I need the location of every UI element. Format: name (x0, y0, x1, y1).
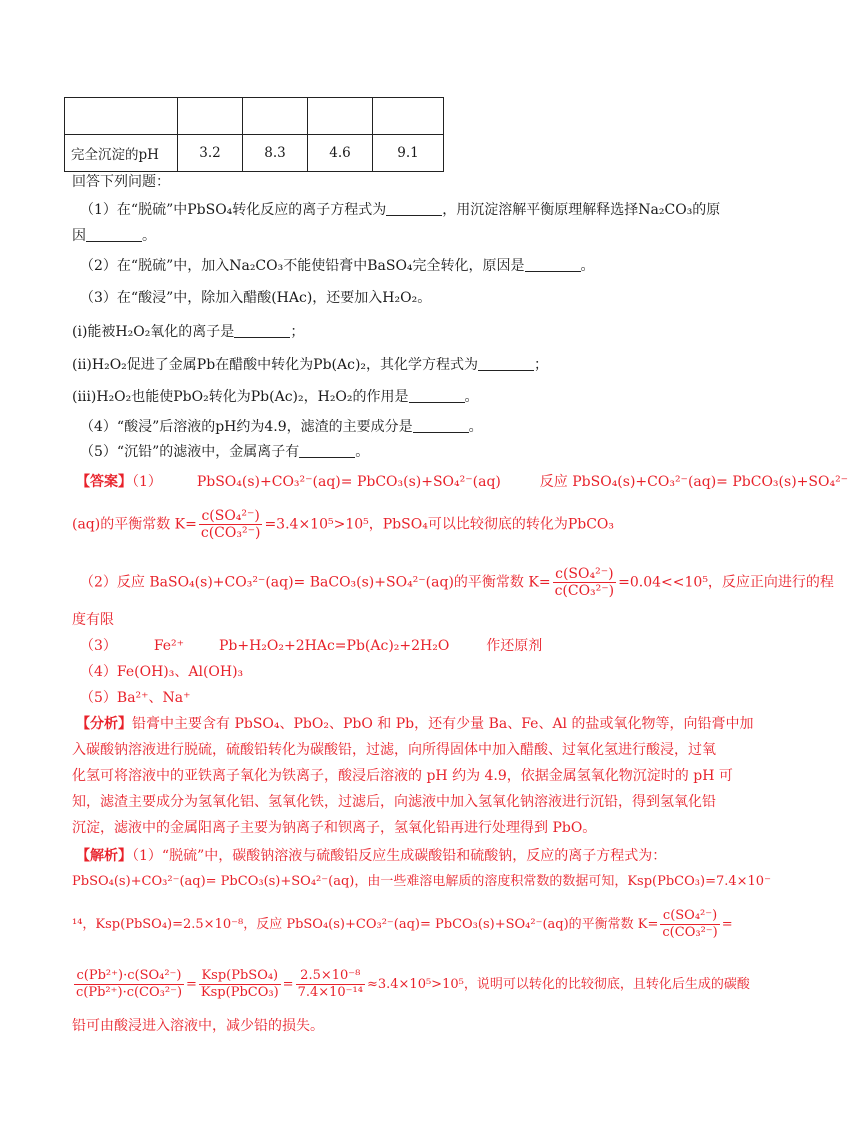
answer-blank (386, 201, 442, 216)
fraction (660, 908, 719, 941)
answer-2-cont: 度有限 (72, 612, 114, 628)
fraction (553, 566, 617, 599)
prompt: 回答下列问题： (72, 174, 170, 190)
question-5 (80, 442, 369, 462)
ph-value-1: 3.2 (178, 135, 243, 172)
answer-blank (234, 323, 290, 338)
question-3-iii (72, 387, 479, 407)
fraction (74, 968, 184, 1001)
answer-tag: 【答案】 (76, 474, 132, 490)
text: c(CO₃²⁻) (662, 925, 718, 940)
text: PbSO₄(s)+CO₃²⁻(aq)= PbCO₃(s)+SO₄²⁻(aq) (196, 474, 501, 490)
answer-blank (413, 418, 469, 433)
question-4 (80, 417, 483, 437)
text: = (186, 977, 197, 992)
answer-blank (525, 257, 581, 272)
answer-5: （5）Ba²⁺、Na⁺ (80, 690, 191, 706)
text: （2）在“脱硫”中，加入Na₂CO₃不能使铅膏中BaSO₄完全转化，原因是 (80, 258, 525, 274)
fraction (199, 508, 263, 541)
text: （1）“脱硫”中，碳酸钠溶液与硫酸铅反应生成碳酸铅和硫酸钠，反应的离子方程式为： (132, 848, 667, 864)
text: （1） (132, 474, 162, 490)
text: = (721, 917, 733, 932)
text: （4）“酸浸”后溶液的pH约为4.9，滤渣的主要成分是 (80, 419, 413, 435)
table-row (65, 98, 444, 135)
question-3-ii (72, 355, 548, 375)
analysis-1 (76, 714, 753, 734)
text: c(SO₄²⁻) (199, 508, 263, 525)
text: 。 (355, 444, 370, 460)
ph-value-3: 4.6 (308, 135, 373, 172)
text: 2.5×10⁻⁸ (296, 968, 365, 985)
answer-2 (80, 566, 834, 599)
table-cell (308, 98, 373, 135)
ph-value-2: 8.3 (243, 135, 308, 172)
text: 7.4×10⁻¹⁴ (297, 985, 363, 1000)
solution-2: PbSO₄(s)+CO₃²⁻(aq)= PbCO₃(s)+SO₄²⁻(aq)，由一些难溶电解质的溶度积常数的数据可知，Ksp(PbCO₃)=7.4×10⁻ (72, 874, 771, 889)
analysis-4: 知，滤渣主要成分为氢氧化铝、氢氧化铁，过滤后，向滤液中加入氢氧化钠溶液进行沉铅，得到氢氧化铅 (72, 794, 716, 810)
question-1 (80, 200, 720, 220)
text: 。 (142, 228, 156, 244)
text: （3） (80, 638, 117, 654)
fraction (199, 968, 281, 1001)
answer-1-k (72, 508, 614, 541)
ph-value-4: 9.1 (373, 135, 444, 172)
table-row (65, 135, 444, 172)
table-cell (373, 98, 444, 135)
text: c(SO₄²⁻) (660, 908, 719, 925)
text: （1）在“脱硫”中PbSO₄转化反应的离子方程式为 (80, 202, 387, 218)
text: ； (534, 357, 549, 373)
answer-blank (409, 388, 465, 403)
question-3-i (72, 322, 304, 342)
question-2 (80, 256, 595, 276)
text: (ⅰ)能被H₂O₂氧化的离子是 (72, 324, 235, 340)
text: ¹⁴，Ksp(PbSO₄)=2.5×10⁻⁸，反应 PbSO₄(s)+CO₃²⁻(aq)= PbCO₃(s)+SO₄²⁻(aq)的平衡常数 K= (72, 917, 659, 932)
ph-table (64, 97, 444, 172)
analysis-2: 入碳酸钠溶液进行脱硫，硫酸铅转化为碳酸铅，过滤，向所得固体中加入醋酸、过氧化氢进行酸浸，过氧 (72, 742, 716, 758)
text: c(Pb²⁺)·c(CO₃²⁻) (76, 985, 183, 1000)
question-1-cont (72, 226, 156, 246)
text: c(CO₃²⁻) (200, 525, 261, 541)
text: 。 (468, 419, 483, 435)
text: ，用沉淀溶解平衡原理解释选择Na₂CO₃的原 (442, 202, 721, 218)
analysis-5: 沉淀，滤液中的金属阳离子主要为钠离子和钡离子，氢氧化铅再进行处理得到 PbO。 (72, 820, 597, 836)
text: 铅膏中主要含有 PbSO₄、PbO₂、PbO 和 Pb，还有少量 Ba、Fe、Al 的盐或氧化物等，向铅膏中加 (132, 716, 754, 732)
text: =0.04<<10⁵，反应正向进行的程 (618, 574, 834, 591)
text: ； (290, 324, 305, 340)
answer-4: （4）Fe(OH)₃、Al(OH)₃ (80, 664, 244, 680)
text: 反应 PbSO₄(s)+CO₃²⁻(aq)= PbCO₃(s)+SO₄²⁻ (539, 474, 848, 490)
solution-1 (76, 846, 666, 866)
text: c(Pb²⁺)·c(SO₄²⁻) (74, 968, 184, 985)
solution-tag: 【解析】 (76, 848, 132, 864)
text: Fe²⁺ (153, 638, 185, 654)
text: （2）反应 BaSO₄(s)+CO₃²⁻(aq)= BaCO₃(s)+SO₄²⁻(aq)的平衡常数 K= (80, 574, 551, 591)
ph-label: 完全沉淀的pH (65, 135, 178, 172)
text: 。 (580, 258, 595, 274)
answer-blank (86, 227, 142, 242)
fraction (296, 968, 365, 1001)
analysis-3: 化氢可将溶液中的亚铁离子氧化为铁离子，酸浸后溶液的 pH 约为 4.9，依据金属氢氧化物沉淀时的 pH 可 (72, 768, 733, 784)
text: c(SO₄²⁻) (553, 566, 617, 583)
answer-blank (478, 356, 534, 371)
question-3: （3）在“酸浸”中，除加入醋酸(HAc)，还要加入H₂O₂。 (80, 290, 432, 306)
text: Ksp(PbCO₃) (200, 985, 279, 1000)
table-cell (65, 98, 178, 135)
text: Ksp(PbSO₄) (199, 968, 281, 985)
text: c(CO₃²⁻) (554, 583, 615, 599)
text: ≈3.4×10⁵>10⁵，说明可以转化的比较彻底，且转化后生成的碳酸 (366, 977, 750, 992)
text: (aq)的平衡常数 K= (72, 516, 197, 533)
answer-1 (76, 472, 848, 492)
text: 作还原剂 (486, 638, 543, 654)
text: Pb+H₂O₂+2HAc=Pb(Ac)₂+2H₂O (218, 638, 450, 654)
table-cell (178, 98, 243, 135)
text: （5）“沉铅”的滤液中，金属离子有 (80, 444, 300, 460)
solution-4 (72, 968, 750, 1001)
text: (ⅲ)H₂O₂也能使PbO₂转化为Pb(Ac)₂，H₂O₂的作用是 (72, 389, 409, 405)
answer-blank (299, 443, 355, 458)
solution-3 (72, 908, 733, 941)
analysis-tag: 【分析】 (76, 716, 132, 732)
text: = (282, 977, 294, 992)
text: 因 (72, 228, 86, 244)
answer-3 (80, 636, 542, 656)
text: 。 (464, 389, 479, 405)
text: (ⅱ)H₂O₂促进了金属Pb在醋酸中转化为Pb(Ac)₂，其化学方程式为 (72, 357, 479, 373)
solution-5: 铅可由酸浸进入溶液中，减少铅的损失。 (72, 1018, 324, 1034)
text: =3.4×10⁵>10⁵，PbSO₄可以比较彻底的转化为PbCO₃ (264, 516, 615, 533)
table-cell (243, 98, 308, 135)
